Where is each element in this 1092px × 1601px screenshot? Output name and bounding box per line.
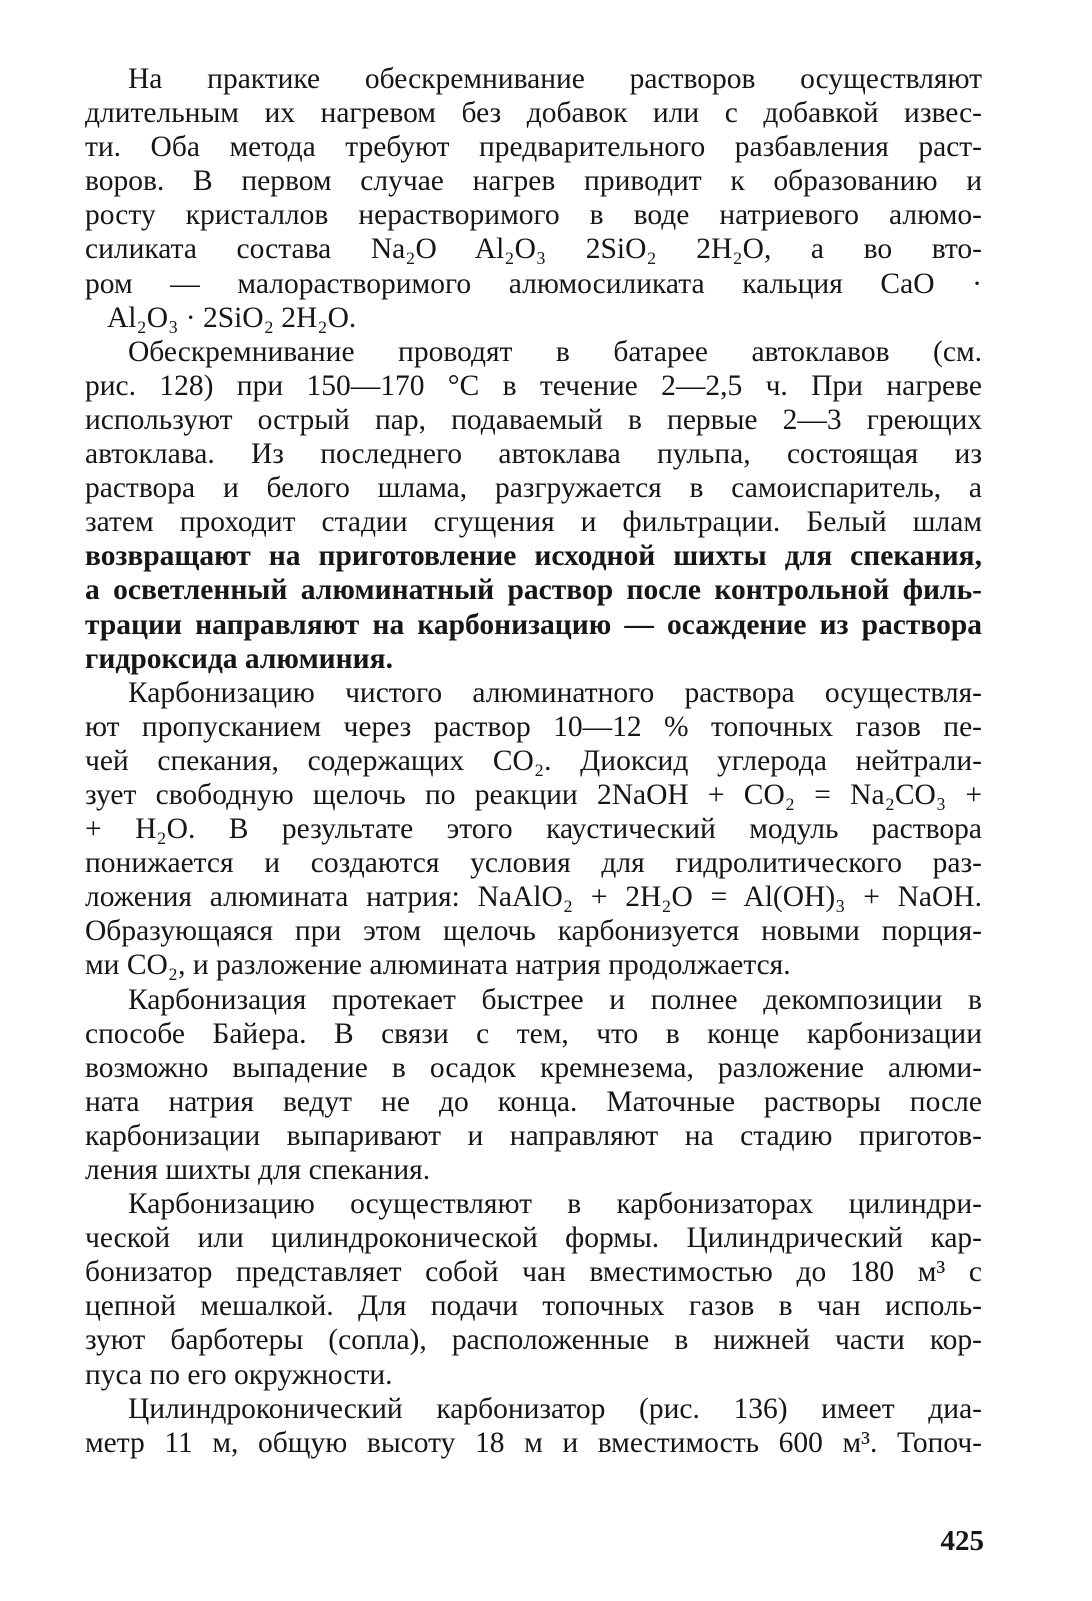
text-line: Цилиндроконический карбонизатор (рис. 136) имеет диа- (128, 1392, 982, 1425)
text-line: Карбонизацию осуществляют в карбонизаторах цилиндри- (128, 1188, 982, 1221)
text-line: бонизатор представляет собой чан вместимостью до 180 м³ с (85, 1256, 982, 1289)
text-line: рис. 128) при 150—170 °C в течение 2—2,5 ч. При нагреве (85, 369, 982, 402)
text-line: метр 11 м, общую высоту 18 м и вместимость 600 м³. Топоч- (85, 1426, 982, 1459)
paragraph-4 (85, 983, 982, 1188)
text-line: ми CO₂, и разложение алюмината натрия продолжается. (85, 949, 791, 982)
text-line: автоклава. Из последнего автоклава пульпа, состоящая из (85, 438, 982, 471)
text-line: возможно выпадение в осадок кремнезема, разложение алюми- (85, 1051, 982, 1084)
text-line: чей спекания, содержащих CO₂. Диоксид углерода нейтрали- (85, 744, 982, 777)
page-body (85, 62, 982, 1460)
text-line: + H₂O. В результате этого каустический модуль раствора (85, 813, 982, 846)
paragraph-6 (85, 1392, 982, 1460)
text-line: карбонизации выпаривают и направляют на стадию приготов- (85, 1119, 982, 1152)
text-line: Карбонизацию чистого алюминатного раствора осуществля- (128, 676, 982, 709)
text-line: раствора и белого шлама, разгружается в самоиспаритель, а (85, 472, 982, 505)
paragraph-5 (85, 1187, 982, 1392)
text-line: трации направляют на карбонизацию — осаждение из раствора (85, 608, 982, 641)
text-line: понижается и создаются условия для гидролитического раз- (85, 847, 982, 880)
text-line: длительным их нагревом без добавок или с добавкой извес- (85, 97, 982, 130)
text-line: ления шихты для спекания. (85, 1154, 431, 1186)
text-line: Al₂O₃ · 2SiO₂ 2H₂O. (107, 301, 357, 334)
paragraph-2 (85, 335, 982, 676)
text-line: Образующаяся при этом щелочь карбонизуется новыми порция- (85, 915, 982, 948)
text-line: используют острый пар, подаваемый в первые 2—3 греющих (85, 403, 982, 436)
text-line: пуса по его окружности. (85, 1358, 393, 1391)
text-line: воров. В первом случае нагрев приводит к образованию и (85, 165, 982, 198)
text-line: силиката состава Na₂O Al₂O₃ 2SiO₂ 2H₂O, а во вто- (85, 233, 982, 266)
paragraph-3 (85, 676, 982, 983)
text-line: затем проходит стадии сгущения и фильтрации. Белый шлам (85, 506, 982, 539)
text-line: а осветленный алюминатный раствор после контрольной филь- (85, 574, 982, 607)
text-line: способе Байера. В связи с тем, что в конце карбонизации (85, 1017, 982, 1050)
text-line: росту кристаллов нерастворимого в воде натриевого алюмо- (85, 199, 982, 232)
text-line: ти. Оба метода требуют предварительного разбавления раст- (85, 131, 982, 164)
text-line: ложения алюмината натрия: NaAlO₂ + 2H₂O = Al(OH)₃ + NaOH. (85, 881, 982, 914)
text-line: ческой или цилиндроконической формы. Цилиндрический кар- (85, 1222, 982, 1255)
text-line: цепной мешалкой. Для подачи топочных газов в чан исполь- (85, 1290, 982, 1323)
page-number: 425 (940, 1525, 984, 1557)
text-line: Обескремнивание проводят в батарее автоклавов (см. (128, 335, 982, 368)
text-line: ната натрия ведут не до конца. Маточные растворы после (85, 1085, 982, 1118)
text-line: ют пропусканием через раствор 10—12 % топочных газов пе- (85, 710, 982, 743)
text-line: На практике обескремнивание растворов осуществляют (128, 63, 982, 95)
text-line: гидроксида алюминия. (85, 642, 394, 675)
text-line: ром — малорастворимого алюмосиликата кальция CaO · (85, 267, 982, 300)
text-line: Карбонизация протекает быстрее и полнее декомпозиции в (128, 983, 982, 1016)
paragraph-1 (85, 62, 982, 335)
text-line: возвращают на приготовление исходной шихты для спекания, (85, 540, 982, 573)
text-line: зует свободную щелочь по реакции 2NaOH + CO₂ = Na₂CO₃ + (85, 778, 982, 811)
text-line: зуют барботеры (сопла), расположенные в нижней части кор- (85, 1324, 982, 1357)
